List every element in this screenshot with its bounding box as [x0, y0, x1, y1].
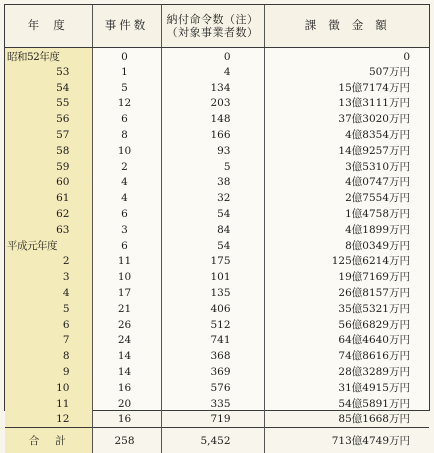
- cases-cell: 11: [92, 254, 161, 270]
- table-header: [5, 5, 429, 47]
- orders-cell: 54: [161, 207, 264, 223]
- cases-cell: 8: [92, 128, 161, 144]
- orders-cell: 335: [161, 396, 264, 412]
- total-amount: 713億4749万円: [264, 428, 429, 453]
- amount-cell: 3億5310万円: [264, 159, 429, 175]
- year-cell: 53: [5, 65, 92, 81]
- amount-cell: 15億7174万円: [264, 80, 429, 96]
- header-amount: 課徴金額: [264, 5, 429, 47]
- orders-cell: 38: [161, 175, 264, 191]
- table-row: [5, 380, 429, 396]
- year-cell: 11: [5, 396, 92, 412]
- orders-cell: 368: [161, 349, 264, 365]
- year-cell: 7: [5, 333, 92, 349]
- total-cases: 258: [92, 428, 161, 453]
- year-cell: 4: [5, 286, 92, 302]
- table-row: [5, 143, 429, 159]
- year-cell: 63: [5, 222, 92, 238]
- table-row: [5, 47, 429, 65]
- cases-cell: 12: [92, 96, 161, 112]
- year-cell: 3: [5, 270, 92, 286]
- header-year: 年度: [5, 5, 92, 47]
- year-cell: 54: [5, 80, 92, 96]
- amount-cell: 54億5891万円: [264, 396, 429, 412]
- amount-cell: 31億4915万円: [264, 380, 429, 396]
- amount-cell: 13億3111万円: [264, 96, 429, 112]
- orders-cell: 166: [161, 128, 264, 144]
- year-cell: 2: [5, 254, 92, 270]
- table-row: [5, 286, 429, 302]
- year-cell: 59: [5, 159, 92, 175]
- table-row: [5, 396, 429, 412]
- header-row: [5, 5, 429, 47]
- amount-cell: 56億6829万円: [264, 317, 429, 333]
- orders-cell: 134: [161, 80, 264, 96]
- year-cell: 8: [5, 349, 92, 365]
- cases-cell: 6: [92, 238, 161, 254]
- amount-cell: 4億0747万円: [264, 175, 429, 191]
- orders-cell: 54: [161, 238, 264, 254]
- orders-cell: 741: [161, 333, 264, 349]
- amount-cell: 8億0349万円: [264, 238, 429, 254]
- header-orders: [161, 5, 264, 47]
- amount-cell: 26億8157万円: [264, 286, 429, 302]
- year-cell: 10: [5, 380, 92, 396]
- header-orders-line1: 納付命令数（注）: [166, 12, 259, 26]
- year-cell: 60: [5, 175, 92, 191]
- surcharge-table: [5, 5, 429, 453]
- cases-cell: 20: [92, 396, 161, 412]
- orders-cell: 369: [161, 365, 264, 381]
- table-row: [5, 254, 429, 270]
- year-cell: 6: [5, 317, 92, 333]
- year-cell: 61: [5, 191, 92, 207]
- year-cell: 9: [5, 365, 92, 381]
- table-row: [5, 191, 429, 207]
- table-row: [5, 365, 429, 381]
- orders-cell: 135: [161, 286, 264, 302]
- orders-cell: 5: [161, 159, 264, 175]
- surcharge-table-container: [4, 4, 430, 448]
- year-cell: 58: [5, 143, 92, 159]
- total-orders: 5,452: [161, 428, 264, 453]
- orders-cell: 406: [161, 301, 264, 317]
- cases-cell: 26: [92, 317, 161, 333]
- cases-cell: 5: [92, 80, 161, 96]
- year-cell: 57: [5, 128, 92, 144]
- cases-cell: 14: [92, 349, 161, 365]
- cases-cell: 16: [92, 412, 161, 428]
- orders-cell: 175: [161, 254, 264, 270]
- table-row: [5, 207, 429, 223]
- cases-cell: 2: [92, 159, 161, 175]
- year-cell: 平成元年度: [5, 238, 92, 254]
- amount-cell: 0: [264, 47, 429, 65]
- table-row: [5, 128, 429, 144]
- cases-cell: 10: [92, 270, 161, 286]
- amount-cell: 125億6214万円: [264, 254, 429, 270]
- year-cell: 62: [5, 207, 92, 223]
- amount-cell: 4億1899万円: [264, 222, 429, 238]
- orders-cell: 719: [161, 412, 264, 428]
- table-row: [5, 349, 429, 365]
- orders-cell: 93: [161, 143, 264, 159]
- table-row: [5, 270, 429, 286]
- year-cell: 12: [5, 412, 92, 428]
- amount-cell: 37億3020万円: [264, 112, 429, 128]
- cases-cell: 17: [92, 286, 161, 302]
- year-cell: 56: [5, 112, 92, 128]
- cases-cell: 1: [92, 65, 161, 81]
- amount-cell: 85億1668万円: [264, 412, 429, 428]
- cases-cell: 6: [92, 207, 161, 223]
- orders-cell: 148: [161, 112, 264, 128]
- cases-cell: 0: [92, 47, 161, 65]
- cases-cell: 24: [92, 333, 161, 349]
- table-row: [5, 159, 429, 175]
- year-cell: 55: [5, 96, 92, 112]
- orders-cell: 203: [161, 96, 264, 112]
- amount-cell: 507万円: [264, 65, 429, 81]
- amount-cell: 28億3289万円: [264, 365, 429, 381]
- cases-cell: 4: [92, 175, 161, 191]
- cases-cell: 10: [92, 143, 161, 159]
- table-row: [5, 175, 429, 191]
- cases-cell: 3: [92, 222, 161, 238]
- year-cell: 昭和52年度: [5, 47, 92, 65]
- table-body: [5, 47, 429, 428]
- amount-cell: 4億8354万円: [264, 128, 429, 144]
- orders-cell: 576: [161, 380, 264, 396]
- cases-cell: 14: [92, 365, 161, 381]
- table-row: [5, 301, 429, 317]
- cases-cell: 16: [92, 380, 161, 396]
- amount-cell: 35億5321万円: [264, 301, 429, 317]
- orders-cell: 32: [161, 191, 264, 207]
- orders-cell: 512: [161, 317, 264, 333]
- header-cases: 事件数: [92, 5, 161, 47]
- table-footer: [5, 428, 429, 453]
- total-label: 合計: [5, 428, 92, 453]
- amount-cell: 2億7554万円: [264, 191, 429, 207]
- cases-cell: 4: [92, 191, 161, 207]
- table-row: [5, 222, 429, 238]
- table-row: [5, 96, 429, 112]
- amount-cell: 1億4758万円: [264, 207, 429, 223]
- table-row: [5, 80, 429, 96]
- year-cell: 5: [5, 301, 92, 317]
- total-row: [5, 428, 429, 453]
- table-row: [5, 333, 429, 349]
- table-row: [5, 65, 429, 81]
- table-row: [5, 317, 429, 333]
- amount-cell: 64億4640万円: [264, 333, 429, 349]
- orders-cell: 101: [161, 270, 264, 286]
- cases-cell: 21: [92, 301, 161, 317]
- orders-cell: 0: [161, 47, 264, 65]
- amount-cell: 19億7169万円: [264, 270, 429, 286]
- table-row: [5, 112, 429, 128]
- table-row: [5, 238, 429, 254]
- amount-cell: 74億8616万円: [264, 349, 429, 365]
- header-orders-line2: （対象事業者数）: [166, 25, 259, 39]
- orders-cell: 84: [161, 222, 264, 238]
- cases-cell: 6: [92, 112, 161, 128]
- table-row: [5, 412, 429, 428]
- orders-cell: 4: [161, 65, 264, 81]
- amount-cell: 14億9257万円: [264, 143, 429, 159]
